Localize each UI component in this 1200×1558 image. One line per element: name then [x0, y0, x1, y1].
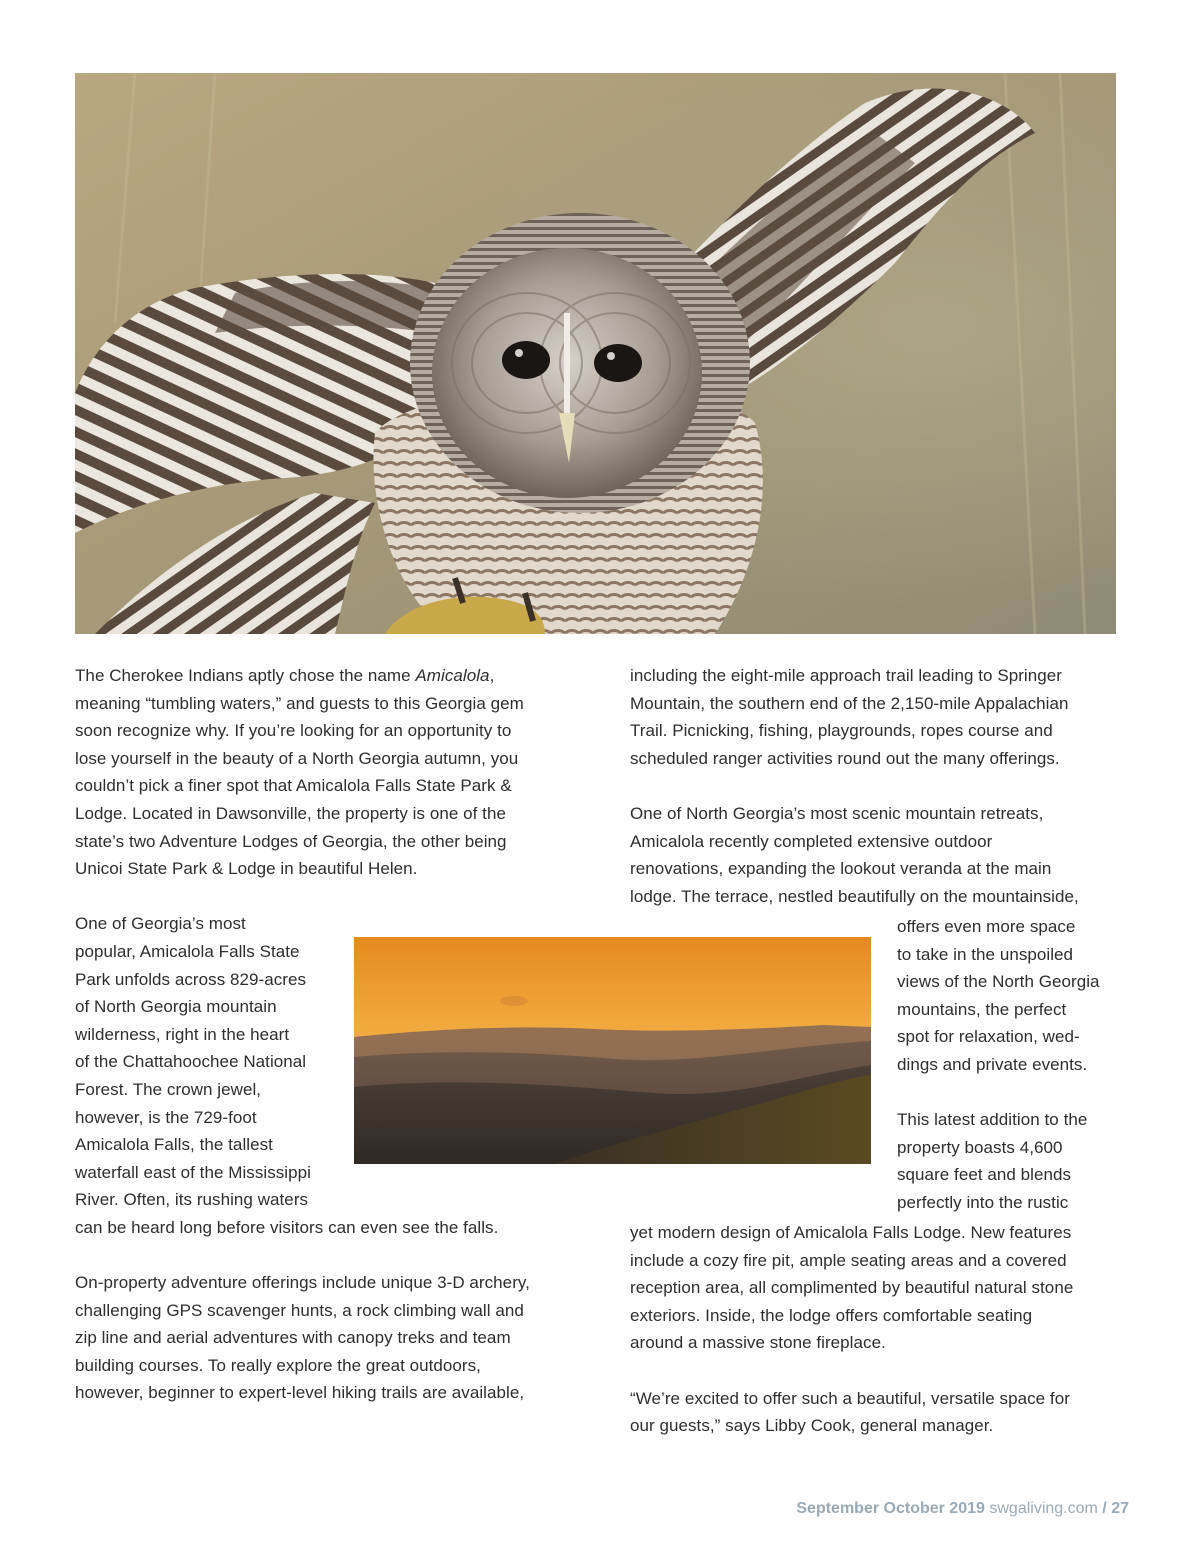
text-line: One of North Georgia’s most scenic mountain retreats,: [630, 803, 1044, 823]
text-line: Unicoi State Park & Lodge in beautiful Helen.: [75, 859, 418, 879]
issue-date: September October 2019: [796, 1500, 985, 1517]
text-line: “We’re excited to offer such a beautiful, versatile space for: [630, 1388, 1070, 1408]
text-line: zip line and aerial adventures with canopy treks and team: [75, 1328, 511, 1348]
text-line: mountains, the perfect: [897, 999, 1067, 1019]
text-line: lose yourself in the beauty of a North Georgia autumn, you: [75, 748, 519, 768]
text-line: One of Georgia’s most: [75, 914, 246, 934]
footer-separator: /: [1102, 1500, 1107, 1517]
text-line: to take in the unspoiled: [897, 944, 1074, 964]
column-right-top: [630, 662, 1120, 910]
text-line: of North Georgia mountain: [75, 997, 277, 1017]
text-line: of the Chattahoochee National: [75, 1052, 307, 1072]
text-line: renovations, expanding the lookout veranda at the main: [630, 859, 1052, 879]
text-line: popular, Amicalola Falls State: [75, 941, 300, 961]
page-footer: [796, 1500, 1129, 1518]
text-line: can be heard long before visitors can even see the falls.: [75, 1217, 499, 1237]
text-line: soon recognize why. If you’re looking for an opportunity to: [75, 721, 512, 741]
text-line: Amicalola recently completed extensive outdoor: [630, 831, 993, 851]
text-line: On-property adventure offerings include unique 3-D archery,: [75, 1273, 530, 1293]
text-line: Trail. Picnicking, fishing, playgrounds, ropes course and: [630, 721, 1053, 741]
text-line: reception area, all complimented by beautiful natural stone: [630, 1278, 1074, 1298]
sunset-illustration: [354, 937, 871, 1164]
text-line: River. Often, its rushing waters: [75, 1190, 309, 1210]
text-line: spot for relaxation, wed-: [897, 1027, 1080, 1047]
text-line: Forest. The crown jewel,: [75, 1079, 262, 1099]
inset-sunset-photo: [354, 937, 871, 1164]
text-line: our guests,” says Libby Cook, general manager.: [630, 1416, 994, 1436]
text-line: Lodge. Located in Dawsonville, the property is one of the: [75, 803, 506, 823]
text-line: lodge. The terrace, nestled beautifully on the mountainside,: [630, 886, 1079, 906]
text-line: include a cozy fire pit, ample seating areas and a covered: [630, 1250, 1067, 1270]
text-line: square feet and blends: [897, 1165, 1072, 1185]
text-line: around a massive stone fireplace.: [630, 1333, 886, 1353]
text-line: waterfall east of the Mississippi: [75, 1162, 311, 1182]
text-line: scheduled ranger activities round out the many offerings.: [630, 748, 1060, 768]
text-line: meaning “tumbling waters,” and guests to this Georgia gem: [75, 693, 524, 713]
page-number: 27: [1111, 1500, 1129, 1517]
text-line: couldn’t pick a finer spot that Amicalola Falls State Park &: [75, 776, 512, 796]
hero-owl-photo: [75, 73, 1116, 634]
text-line: state’s two Adventure Lodges of Georgia, the other being: [75, 831, 507, 851]
emphasis-amicalola: Amicalola: [415, 666, 490, 685]
owl-illustration: [75, 73, 1116, 634]
text-line: Park unfolds across 829-acres: [75, 969, 307, 989]
text-line: This latest addition to the: [897, 1110, 1088, 1130]
column-right-narrow: [897, 913, 1122, 1217]
text-line: challenging GPS scavenger hunts, a rock climbing wall and: [75, 1300, 524, 1320]
text-line: building courses. To really explore the great outdoors,: [75, 1355, 481, 1375]
text-line: offers even more space: [897, 917, 1076, 936]
text-line: property boasts 4,600: [897, 1137, 1063, 1157]
text-line: perfectly into the rustic: [897, 1192, 1069, 1212]
text-line: however, is the 729-foot: [75, 1107, 257, 1127]
text-line: yet modern design of Amicalola Falls Lodge. New features: [630, 1223, 1072, 1242]
text-line: wilderness, right in the heart: [75, 1024, 290, 1044]
text-line: views of the North Georgia: [897, 972, 1100, 992]
text-line: Mountain, the southern end of the 2,150-mile Appalachian: [630, 693, 1069, 713]
text-line: including the eight-mile approach trail leading to Springer: [630, 666, 1062, 685]
text-line: The Cherokee Indians aptly chose the name Amicalola,: [75, 666, 495, 685]
column-right-bottom: [630, 1219, 1120, 1440]
website-url: swgaliving.com: [989, 1500, 1098, 1517]
text-line: exteriors. Inside, the lodge offers comfortable seating: [630, 1305, 1033, 1325]
text-line: Amicalola Falls, the tallest: [75, 1135, 273, 1155]
text-line: however, beginner to expert-level hiking trails are available,: [75, 1383, 525, 1403]
text-line: dings and private events.: [897, 1054, 1088, 1074]
